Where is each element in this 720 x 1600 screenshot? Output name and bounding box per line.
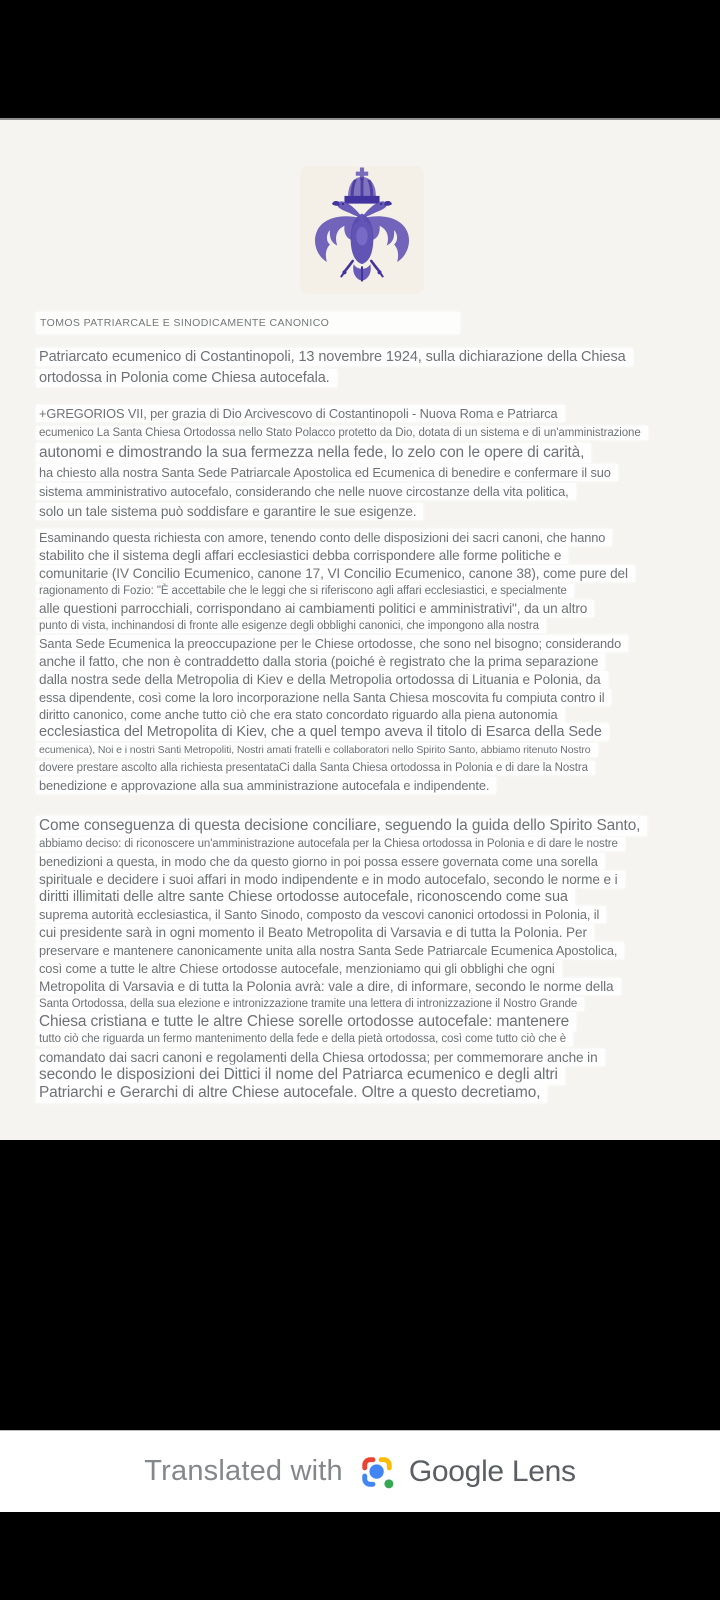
text-line: ecumenico La Santa Chiesa Ortodossa nello Stato Polacco protetto da Dio, dotata di un sistema e di un'amministrazione [36,426,648,440]
text-line-row [36,617,720,635]
text-line-row [36,924,720,942]
text-line: Come conseguenza di questa decisione conciliare, seguendo la guida dello Spirito Santo, [36,816,647,836]
text-line-row [36,942,720,960]
text-line: stabilito che il sistema degli affari ecclesiastici debba corrispondere alle forme politiche e [36,547,568,564]
google-lens-attribution [0,1430,720,1512]
text-line-row [36,835,720,853]
text-line-row [36,463,720,483]
text-line-row [36,817,720,835]
text-line: Chiesa cristiana e tutte le altre Chiese sorelle ortodosse autocefale: mantenere [36,1012,576,1032]
document-heading: TOMOS PATRIARCALE E SINODICAMENTE CANONICO [36,312,460,334]
text-line: tutto ciò che riguarda un fermo mantenimento della fede e della pietà ortodossa, così come tutto ciò che è [36,1032,573,1046]
google-lens-label: Google Lens [408,1454,576,1488]
text-line-row [36,1066,720,1084]
text-line: così come a tutte le altre Chiese ortodosse autocefale, menzioniamo qui gli obblighi che ogni [36,960,562,977]
text-line-row [36,482,720,502]
letterbox-bottom [0,1512,720,1600]
paragraph [36,529,720,794]
text-line: abbiamo deciso: di riconoscere un'amministrazione autocefala per la Chiesa ortodossa in Polonia e di dare le nostre [36,837,625,851]
text-line: secondo le disposizioni dei Dittici il nome del Patriarca ecumenico e degli altri [36,1065,565,1085]
text-line-row [36,959,720,977]
paragraph [36,346,720,388]
text-line-row [36,547,720,565]
text-line-row [36,853,720,871]
translated-with-label: Translated with [144,1455,343,1487]
paragraph [36,817,720,1102]
text-line-row [36,367,720,388]
text-line: diritti illimitati delle altre sante Chiese ortodosse autocefale, riconoscendo come sua [36,888,575,906]
text-line: Patriarchi e Gerarchi di altre Chiese autocefale. Oltre a questo decretiamo, [36,1083,547,1103]
text-line: solo un tale sistema può soddisfare e garantire le sue esigenze. [36,503,423,520]
text-line-row [36,1048,720,1066]
text-line-row [36,741,720,759]
text-line: alle questioni parrocchiali, corrispondano ai cambiamenti politici e amministrativi", da un altro [36,600,594,617]
text-line: sistema amministrativo autocefalo, considerando che nelle nuove circostanze della vita politica, [36,483,576,500]
text-line: anche il fatto, che non è contraddetto dalla storia (poiché è registrato che la prima separazione [36,653,605,670]
text-line: dovere prestare ascolto alla richiesta presentataCi dalla Santa Chiesa ortodossa in Polonia e di dare la Nostra [36,761,595,775]
text-line-row [36,870,720,888]
text-line: Metropolita di Varsavia e di tutta la Polonia avrà: vale a dire, di informare, secondo le norme della [36,978,621,995]
text-line: benedizione e approvazione alla sua amministrazione autocefala e indipendente. [36,777,496,794]
text-line: Patriarcato ecumenico di Costantinopoli, 13 novembre 1924, sulla dichiarazione della Chiesa [36,348,633,366]
text-line: ragionamento di Fozio: "È accettabile che le leggi che si riferiscono agli affari ecclesiastici, e specialmente [36,584,574,598]
text-line-row [36,443,720,463]
text-line-row [36,1031,720,1049]
letterbox-top [0,0,720,118]
text-line: comandato dai sacri canoni e regolamenti della Chiesa ortodossa; per commemorare anche in [36,1049,605,1066]
paragraph [36,404,720,521]
text-line: diritto canonico, come anche tutto ciò che era stato concordato riguardo alla piena autonomia [36,706,565,723]
translated-document [0,118,720,1140]
text-line-row [36,564,720,582]
text-line-row [36,671,720,689]
text-line: ecclesiastica del Metropolita di Kiev, che a quel tempo aveva il titolo di Esarca della Sede [36,723,609,741]
text-line: ortodossa in Polonia come Chiesa autocefala. [36,369,337,387]
text-line-row [36,635,720,653]
text-line-row [36,529,720,547]
text-line-row [36,653,720,671]
text-line: ecumenica), Noi e i nostri Santi Metropoliti, Nostri amati fratelli e collaboratori nello Spirito Santo, abbiamo ritenuto Nostro [36,743,598,757]
text-line-row [36,706,720,724]
text-line-row [36,688,720,706]
text-line: essa dipendente, così come la loro incorporazione nella Santa Chiesa moscovita fu compiuta contro il [36,689,611,706]
double-eagle-emblem [300,166,424,294]
text-line-row [36,600,720,618]
double-eagle-emblem-graphic [300,166,424,294]
text-line-row [36,777,720,795]
text-line-row [36,888,720,906]
text-line: Santa Sede Ecumenica la preoccupazione per le Chiese ortodosse, che sono nel bisogno; considerando [36,635,628,652]
text-line: benedizioni a questa, in modo che da questo giorno in poi possa essere governata come una sorella [36,853,605,870]
text-line: Esaminando questa richiesta con amore, tenendo conto delle disposizioni dei sacri canoni, che hanno [36,529,612,546]
text-line-row [36,995,720,1013]
google-lens-icon [359,1454,395,1490]
text-line: Santa Ortodossa, della sua elezione e intronizzazione tramite una lettera di intronizzazione il Nostro Grande [36,997,584,1011]
letterbox-middle [0,1140,720,1430]
text-line-row [36,424,720,444]
text-line-row [36,502,720,522]
text-line: spirituale e decidere i suoi affari in modo indipendente e in modo autocefalo, secondo le norme e i [36,871,625,888]
text-line-row [36,582,720,600]
text-line-row [36,977,720,995]
text-line: ha chiesto alla nostra Santa Sede Patriarcale Apostolica ed Ecumenica di benedire e confermare il suo [36,464,618,481]
text-line-row [36,906,720,924]
text-line: +GREGORIOS VII, per grazia di Dio Arcivescovo di Costantinopoli - Nuova Roma e Patriarca [36,405,565,422]
text-line: autonomi e dimostrando la sua fermezza nella fede, lo zelo con le opere di carità, [36,443,591,463]
text-line-row [36,759,720,777]
text-line: preservare e mantenere canonicamente unita alla nostra Santa Sede Patriarcale Ecumenica Apostolica, [36,942,624,959]
text-line: punto di vista, inchinandosi di fronte alle esigenze degli obblighi canonici, che impongono alla nostra [36,619,546,633]
text-line: dalla nostra sede della Metropolia di Kiev e della Metropolia ortodossa di Lituania e Polonia, da [36,671,608,688]
text-line-row [36,1013,720,1031]
text-line: suprema autorità ecclesiastica, il Santo Sinodo, composto da vescovi canonici ortodossi in Polonia, il [36,906,606,923]
text-line-row [36,404,720,424]
text-line: cui presidente sarà in ogni momento il Beato Metropolita di Varsavia e di tutta la Polonia. Per [36,924,594,941]
text-line-row [36,346,720,367]
text-line-row [36,724,720,742]
text-line-row [36,1084,720,1102]
text-line: comunitarie (IV Concilio Ecumenico, canone 17, VI Concilio Ecumenico, canone 38), come pure del [36,565,635,582]
